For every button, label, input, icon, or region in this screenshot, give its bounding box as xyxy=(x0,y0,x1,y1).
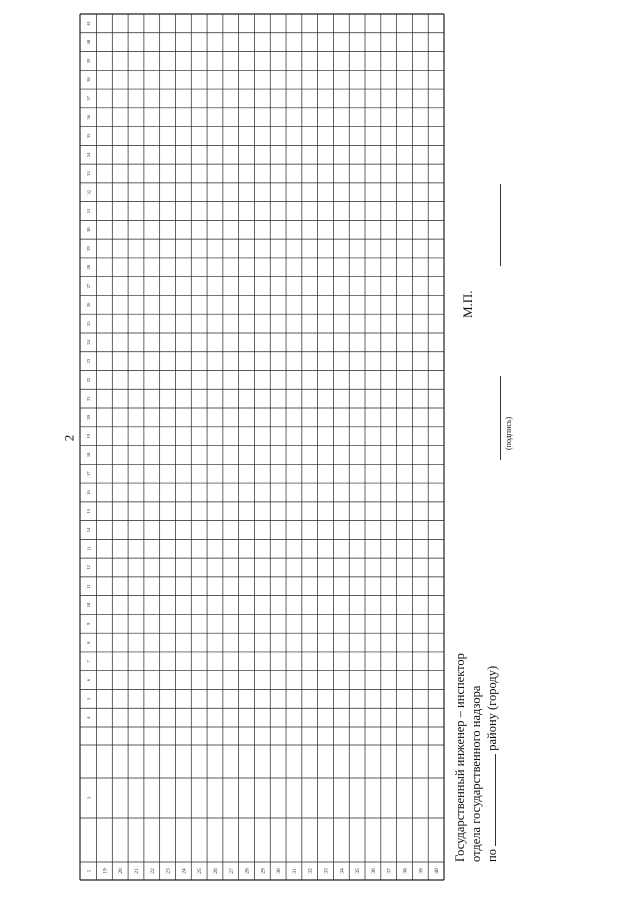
column-label: 8 xyxy=(86,641,92,644)
row-label: 36 xyxy=(370,868,377,874)
column-label: 7 xyxy=(86,660,92,663)
column-label: 16 xyxy=(86,490,92,495)
column-label: 30 xyxy=(86,227,92,233)
column-label: 18 xyxy=(86,452,92,458)
row-label: 26 xyxy=(212,868,219,874)
column-label: 27 xyxy=(86,283,92,289)
column-label: 26 xyxy=(86,302,92,308)
row-label: 32 xyxy=(307,868,314,874)
row-label: 28 xyxy=(244,868,251,874)
column-label: 36 xyxy=(86,114,92,120)
row-label: 31 xyxy=(291,868,298,874)
column-label: 25 xyxy=(86,321,92,326)
row-label: 20 xyxy=(118,868,125,874)
column-label: 3 xyxy=(86,796,92,800)
signature-block xyxy=(452,653,500,862)
column-label: 13 xyxy=(86,546,92,551)
column-label: 9 xyxy=(86,622,92,625)
column-label: 19 xyxy=(86,433,92,439)
row-label: 1 xyxy=(86,869,93,873)
column-label: 32 xyxy=(86,190,92,195)
column-label: 38 xyxy=(86,77,92,82)
row-label: 38 xyxy=(402,868,409,874)
inspector-title-line2: отдела государственного надзора xyxy=(469,685,483,862)
inspector-district-prefix: по xyxy=(485,849,499,862)
row-label: 30 xyxy=(276,868,283,874)
column-label: 5 xyxy=(86,697,92,700)
column-label: 22 xyxy=(86,377,92,383)
row-label: 33 xyxy=(323,868,330,874)
column-label: 35 xyxy=(86,133,92,139)
column-label: 28 xyxy=(86,265,92,270)
column-label: 33 xyxy=(86,171,92,176)
column-label: 29 xyxy=(86,246,92,251)
column-label: 15 xyxy=(86,508,92,514)
row-label: 21 xyxy=(133,868,140,874)
column-label: 24 xyxy=(86,340,92,345)
column-label: 37 xyxy=(86,96,92,101)
column-label: 39 xyxy=(86,58,92,64)
column-label: 34 xyxy=(86,152,92,157)
row-label: 23 xyxy=(165,868,172,874)
column-label: 20 xyxy=(86,415,92,420)
inspector-title-line1: Государственный инженер – инспектор xyxy=(453,653,467,862)
district-blank xyxy=(485,754,496,846)
date-line xyxy=(500,184,501,266)
column-label: 4 xyxy=(86,716,92,719)
column-label: 21 xyxy=(86,396,92,401)
row-label: 22 xyxy=(149,868,156,874)
row-label: 40 xyxy=(434,868,441,874)
inspector-title-line3 xyxy=(484,653,500,862)
row-label: 25 xyxy=(197,868,204,874)
column-label: 11 xyxy=(86,584,92,589)
row-label: 39 xyxy=(418,868,425,874)
row-label: 34 xyxy=(339,868,346,874)
column-label: 41 xyxy=(86,21,92,26)
page-number: 2 xyxy=(61,434,77,442)
column-label: 17 xyxy=(86,471,92,476)
row-label: 19 xyxy=(102,868,109,874)
column-label: 31 xyxy=(86,208,92,214)
column-label: 23 xyxy=(86,358,92,364)
column-label: 14 xyxy=(86,527,92,533)
row-label: 37 xyxy=(386,868,393,874)
signature-line xyxy=(500,376,501,460)
column-label: 6 xyxy=(86,678,92,682)
inspector-district-suffix: району (городу) xyxy=(485,665,499,751)
row-label: 27 xyxy=(228,868,235,874)
row-label: 35 xyxy=(355,868,362,874)
column-label: 12 xyxy=(86,565,92,570)
row-label: 29 xyxy=(260,868,267,874)
row-label: 24 xyxy=(181,868,188,874)
column-label: 40 xyxy=(86,39,92,45)
signature-caption: (подпись) xyxy=(504,416,513,450)
column-label: 10 xyxy=(86,602,92,608)
stamp-placeholder: М.П. xyxy=(460,290,475,318)
